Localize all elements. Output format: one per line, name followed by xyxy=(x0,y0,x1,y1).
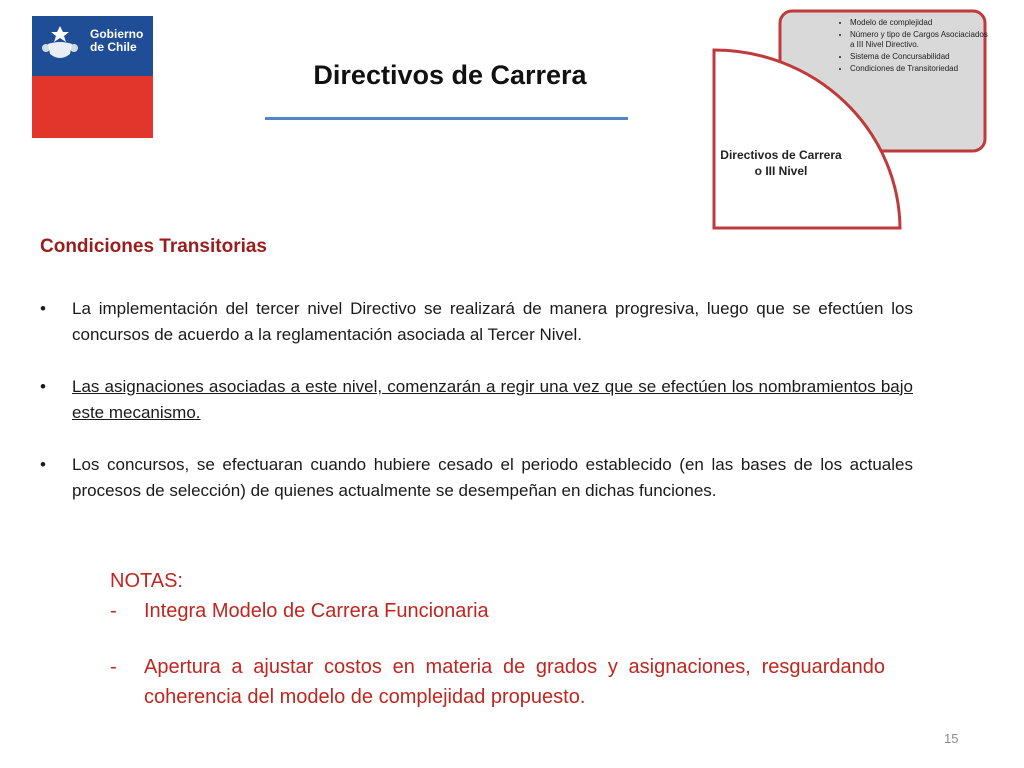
diagram-item-list xyxy=(838,18,988,76)
bullet-text: La implementación del tercer nivel Directivo se realizará de manera progresiva, luego que se efectúen los concursos de acuerdo a la reglamentación asociada al Tercer Nivel. xyxy=(72,299,913,344)
bullet-item xyxy=(40,296,913,348)
dash-icon: - xyxy=(110,600,117,622)
structure-diagram xyxy=(710,8,1000,233)
bullet-list xyxy=(40,296,913,530)
section-heading: Condiciones Transitorias xyxy=(40,236,267,257)
bullet-icon: • xyxy=(40,377,46,396)
bullet-item xyxy=(40,374,913,426)
logo-text-line1: Gobierno xyxy=(90,27,144,41)
note-item xyxy=(110,596,885,626)
page-title: Directivos de Carrera xyxy=(313,60,587,90)
diagram-item: • Número y tipo de Cargos Asociaciados a III Nivel Directivo. xyxy=(850,30,988,50)
bullet-text: Los concursos, se efectuaran cuando hubiere cesado el periodo establecido (en las bases de los actuales procesos de selección) de quienes actualmente se desempeñan en dichas funciones. xyxy=(72,455,913,500)
note-text: Apertura a ajustar costos en materia de grados y asignaciones, resguardando coherencia del modelo de complejidad propuesto. xyxy=(144,656,885,708)
notes-heading: NOTAS: xyxy=(110,570,183,592)
gobierno-de-chile-logo xyxy=(32,16,153,138)
bullet-text: Las asignaciones asociadas a este nivel, comenzarán a regir una vez que se efectúen los nombramientos bajo este mecanismo. xyxy=(72,377,913,422)
diagram-item: • Sistema de Concursabilidad xyxy=(850,52,988,62)
bullet-icon: • xyxy=(40,455,46,474)
coat-of-arms-icon xyxy=(38,22,82,66)
logo-text-line2: de Chile xyxy=(90,40,137,54)
page-number: 15 xyxy=(944,731,959,746)
dash-icon: - xyxy=(110,656,117,678)
diagram-item: • Modelo de complejidad xyxy=(850,18,988,28)
notes-block xyxy=(110,566,885,712)
note-item xyxy=(110,652,885,712)
diagram-item: • Condiciones de Transitoriedad xyxy=(850,64,988,74)
bullet-icon: • xyxy=(40,299,46,318)
diagram-label: Directivos de Carrera o III Nivel xyxy=(720,148,842,178)
bullet-item xyxy=(40,452,913,504)
note-text: Integra Modelo de Carrera Funcionaria xyxy=(144,600,489,622)
title-underline xyxy=(265,117,628,120)
